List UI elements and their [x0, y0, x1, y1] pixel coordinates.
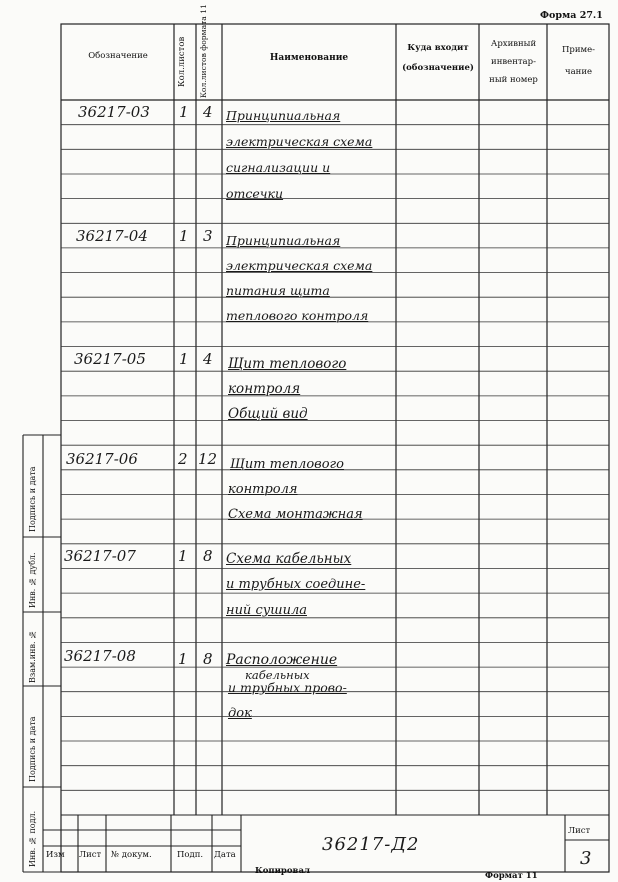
- title-list: Лист: [79, 850, 102, 860]
- entry-name-line: отсечки: [226, 186, 284, 201]
- entry-name-line: контроля: [228, 482, 298, 497]
- entry-name-line: Щит теплового: [230, 457, 344, 472]
- entry-sheets: 1: [179, 350, 189, 368]
- side-label-replace-inv: Взам.инв. №: [28, 629, 37, 683]
- header-sheet-count: Кол.листов: [177, 36, 187, 88]
- entry-name-line: Общий вид: [228, 406, 308, 422]
- title-izm: Изм: [46, 850, 65, 860]
- side-label-inv-duplicate: Инв. № дубл.: [28, 552, 37, 608]
- entry-format-sheets: 8: [203, 547, 213, 565]
- title-doc-no: № докум.: [111, 850, 152, 860]
- title-sheet-label: Лист: [568, 826, 591, 836]
- entry-name-line: сигнализации и: [226, 160, 331, 175]
- entry-name-line: кабельных: [245, 668, 310, 682]
- entry-sheets: 1: [179, 103, 189, 121]
- entry-name-line: ний сушила: [226, 603, 307, 618]
- entry-code: 36217-07: [64, 547, 136, 565]
- header-destination-1: Куда входит: [407, 43, 469, 53]
- footer-copied: Копировал: [255, 866, 310, 876]
- entry-code: 36217-03: [78, 103, 150, 121]
- entry-name-line: электрическая схема: [226, 258, 373, 273]
- side-label-signature-date-2: Подпись и дата: [28, 466, 37, 532]
- entry-name-line: Принципиальная: [226, 233, 341, 248]
- entry-name-line: Расположение: [226, 652, 338, 668]
- entry-format-sheets: 4: [203, 103, 213, 121]
- side-label-inv-original: Инв. № подл.: [28, 810, 37, 867]
- entry-name-line: теплового контроля: [226, 308, 369, 323]
- document-code: 36217-Д2: [322, 834, 420, 855]
- footer-format: Формат 11: [485, 871, 538, 881]
- header-name: Наименование: [269, 53, 349, 63]
- entry-sheets: 1: [179, 227, 189, 245]
- entry-sheets: 2: [178, 450, 188, 468]
- header-archive-2: инвентар-: [491, 57, 536, 67]
- entry-name-line: и трубных соедине-: [226, 577, 366, 592]
- entry-name-line: питания щита: [226, 283, 330, 298]
- entry-format-sheets: 8: [203, 650, 213, 668]
- entry-name-line: контроля: [228, 381, 301, 397]
- entry-name-line: и трубных прово-: [228, 680, 347, 695]
- entry-format-sheets: 3: [203, 227, 213, 245]
- entry-code: 36217-06: [66, 450, 138, 468]
- form-label: Форма 27.1: [540, 10, 603, 21]
- header-note-2: чание: [564, 67, 593, 77]
- entry-sheets: 1: [178, 650, 188, 668]
- side-label-signature-date: Подпись и дата: [28, 716, 37, 782]
- entry-code: 36217-04: [76, 227, 148, 245]
- header-destination-2: (обозначение): [402, 63, 474, 73]
- entry-format-sheets: 12: [198, 450, 218, 468]
- entry-name-line: Схема кабельных: [226, 551, 352, 567]
- entry-name-line: док: [228, 706, 252, 721]
- sheet-number: 3: [580, 848, 592, 869]
- entry-sheets: 1: [178, 547, 188, 565]
- header-archive-1: Архивный: [490, 39, 537, 49]
- entry-name-line: электрическая схема: [226, 134, 373, 149]
- header-designation: Обозначение: [88, 51, 148, 61]
- title-data: Дата: [214, 850, 236, 860]
- entry-name-line: Щит теплового: [228, 356, 347, 372]
- title-podp: Подп.: [177, 850, 204, 860]
- entry-format-sheets: 4: [203, 350, 213, 368]
- entry-name-line: Схема монтажная: [228, 507, 363, 522]
- entry-name-line: Принципиальная: [226, 108, 341, 123]
- header-sheets-format11: Кол.листов формата 11: [199, 4, 208, 98]
- header-note-1: Приме-: [561, 45, 596, 55]
- header-archive-3: ный номер: [489, 75, 538, 85]
- entry-code: 36217-08: [64, 647, 136, 665]
- entry-code: 36217-05: [74, 350, 146, 368]
